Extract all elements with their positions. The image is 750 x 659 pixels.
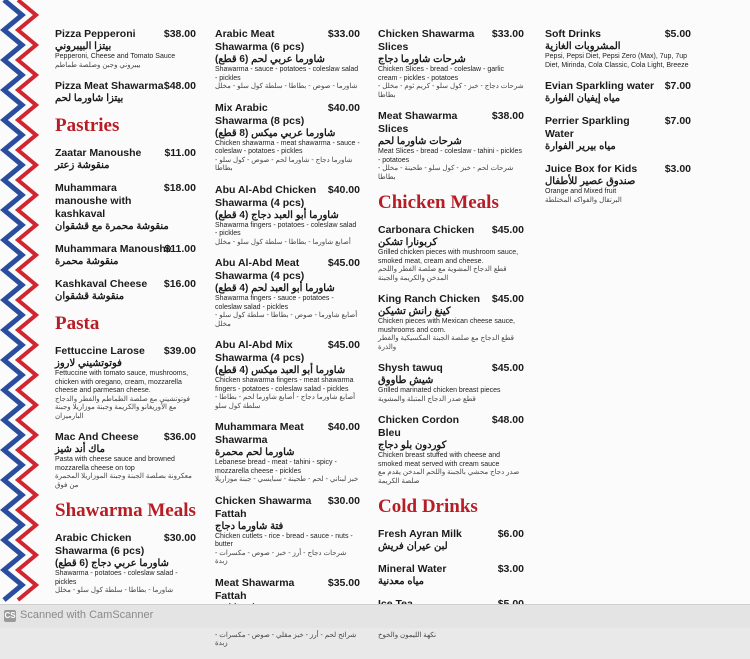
item-description: Pepsi, Pepsi Diet, Pepsi Zero (Max), 7up, 7up Diet, Mirinda, Cola Classic, Cola Light, Breeze (545, 53, 689, 69)
item-description-arabic: شاورما دجاج - شاورما لحم - صوص - كول سلو - بطاطا (215, 156, 353, 172)
item-description: Chicken pieces with Mexican cheese sauce, mushrooms and corn. (378, 318, 515, 334)
menu-column-3 (378, 28, 524, 650)
item-arabic-name: كينغ رانش تشيكن (378, 306, 451, 317)
section-title-chicken-meals: Chicken Meals (378, 192, 499, 213)
item-price: $6.00 (497, 528, 524, 540)
item-arabic-name: ماك أند شيز (55, 444, 105, 455)
menu-item (215, 339, 360, 411)
item-description-arabic: البرتقال والفواكه المختلطة (545, 196, 622, 204)
item-name: Muhammara Meat Shawarma (215, 421, 304, 446)
item-arabic-name: شاورما عربي ميكس (8 قطع) (215, 127, 336, 139)
item-price: $40.00 (327, 101, 360, 114)
item-name: Chicken Shawarma Fattah (215, 494, 312, 520)
item-arabic-name: كربونارا تشكن (378, 237, 438, 248)
item-price: $33.00 (491, 28, 524, 40)
item-price: $45.00 (491, 362, 524, 374)
item-description: Chicken cutlets - rice - bread - sauce - nuts - butter (215, 532, 353, 548)
item-description-arabic: قطع الدجاج المشوية مع صلصة الفطر واللحم المدخن والكريمة والجبنة (378, 266, 507, 282)
item-description: Pasta with cheese sauce and browned mozzarella cheese on top (55, 456, 175, 472)
item-name: Evian Sparkling water (545, 80, 655, 92)
item-price: $11.00 (164, 147, 196, 159)
item-arabic-name: لبن عيران فريش (378, 541, 448, 552)
item-arabic-name: صندوق عصير للأطفال (545, 176, 636, 187)
menu-column-1 (55, 28, 196, 606)
menu-item (55, 243, 196, 268)
menu-item (378, 110, 524, 182)
zigzag-red-line (18, 0, 36, 600)
item-price: $16.00 (163, 278, 196, 290)
menu-item (545, 115, 691, 153)
item-arabic-name: شاورما عربي دجاج (6 قطع) (55, 558, 169, 569)
menu-item (545, 28, 691, 70)
item-description-arabic: شرحات دجاج - خبز - كول سلو - كريم ثوم - مخلل - بطاطا (378, 83, 524, 99)
item-description-arabic: فوتوتشيني مع صلصة الطماطم والفطر والدجاج مع الأوريغانو والكريمة وجبنة موزاريلا وجبنة البارميزان (55, 395, 191, 420)
item-price: $30.00 (327, 494, 360, 507)
menu-item (55, 532, 196, 596)
item-description-arabic: نكهة الليمون والخوخ (378, 631, 437, 639)
menu-item (215, 28, 360, 92)
item-description: Orange and Mixed fruit (545, 188, 617, 195)
item-arabic-name: شاورما أبو العبد لحم (4 قطع) (215, 283, 335, 294)
item-price: $3.00 (664, 163, 691, 175)
item-price: $38.00 (163, 28, 196, 40)
item-arabic-name: مياه بيرير الفوارة (545, 141, 616, 152)
item-description-arabic: شرحات دجاج - أرز - خبز - صوص - مكسرات - زبدة (215, 549, 347, 565)
item-description: Pepperoni, Cheese and Tomato Sauce (55, 53, 176, 60)
item-description: Chicken Slices - bread - coleslaw - garlic cream - pickles - potatoes (378, 66, 505, 82)
item-arabic-name: كوردون بلو دجاج (378, 440, 447, 451)
item-description: Chicken shawarma fingers - meat shawarma fingers - potatoes - coleslaw salad - pickles (215, 377, 354, 393)
menu-item (55, 28, 196, 70)
item-name: Kashkaval Cheese (55, 278, 148, 290)
item-description-arabic: قطع الدجاج مع صلصة الجبنة المكسيكية والفطر والذرة (378, 335, 515, 351)
item-description: Chicken breast stuffed with cheese and smoked meat served with cream sauce (378, 452, 501, 468)
item-description-arabic: بيبروني وجبن وصلصة طماطم (55, 61, 141, 69)
item-price: $35.00 (327, 576, 360, 589)
item-price: $45.00 (491, 293, 524, 305)
item-price: $45.00 (327, 257, 360, 269)
item-name: Muhammara Manoushe (55, 243, 172, 255)
item-name: Fresh Ayran Milk (378, 528, 462, 540)
item-price: $18.00 (163, 182, 196, 194)
item-name: Arabic Chicken Shawarma (6 pcs) (55, 532, 145, 557)
item-price: $45.00 (491, 224, 524, 236)
menu-item (215, 102, 360, 174)
cs-logo-icon: CS (4, 611, 16, 620)
item-description-arabic: صدر دجاج محشي بالجبنة واللحم المدخن يقدم مع صلصة الكريمة (378, 469, 520, 485)
item-arabic-name: منقوشة محمرة (55, 256, 119, 267)
item-arabic-name: شرحات شاورما لحم (378, 136, 462, 147)
item-name: Pizza Pepperoni (55, 28, 136, 40)
item-price: $5.00 (664, 28, 691, 40)
item-price: $36.00 (163, 431, 196, 443)
item-description-arabic: شاورما - بطاطا - سلطة كول سلو - مخلل (55, 587, 174, 594)
menu-item (378, 293, 524, 352)
item-arabic-name: فوتوتشيني لاروز (55, 358, 122, 369)
menu-item (378, 528, 524, 553)
item-description: Shawarma - sauce - potatoes - coleslaw salad - pickles (215, 66, 359, 82)
menu-item (378, 414, 524, 486)
zigzag-border (0, 0, 44, 604)
item-arabic-name: بيتزا شاورما لحم (55, 93, 124, 104)
item-description-arabic: أصابع شاورما - صوص - بطاطا - سلطة كول سلو - مخلل (215, 312, 358, 328)
item-description-arabic: شرحات لحم - خبز - كول سلو - طحينة - مخلل - بطاطا (378, 165, 514, 181)
item-arabic-name: مياه معدنية (378, 576, 425, 587)
section-title-cold-drinks: Cold Drinks (378, 496, 478, 517)
item-price: $11.00 (164, 243, 196, 255)
menu-item (215, 184, 360, 248)
item-price: $40.00 (327, 183, 360, 196)
item-arabic-name: مياه إيفيان الفوارة (545, 93, 621, 104)
item-description: Shawarma - potatoes - coleslaw salad - pickles (55, 570, 178, 586)
menu-column-2 (215, 28, 360, 659)
menu-column-4 (545, 28, 691, 215)
menu-item (378, 224, 524, 283)
item-price: $39.00 (163, 345, 196, 357)
item-description-arabic: شاورما - صوص - بطاطا - سلطة كول سلو - مخلل (215, 83, 358, 90)
item-description: Grilled marinated chicken breast pieces (378, 387, 501, 394)
item-description: Shawarma fingers - sauce - potatoes - coleslaw salad - pickles (215, 295, 334, 311)
item-name: Mac And Cheese (55, 431, 139, 443)
item-name: Arabic Meat Shawarma (6 pcs) (215, 28, 305, 53)
section-title-pasta: Pasta (55, 313, 100, 334)
item-description-arabic: أصابع شاورما دجاج - أصابع شاورما لحم - بطاطا - سلطة كول سلو (215, 394, 356, 410)
item-arabic-name: فتة شاورما دجاج (215, 520, 284, 532)
item-name: Chicken Shawarma Slices (378, 28, 475, 53)
menu-item (215, 421, 360, 485)
item-description: Chicken shawarma - meat shawarma - sauce - coleslaw - potatoes - pickles (215, 139, 360, 155)
item-name: Abu Al-Abd Meat Shawarma (4 pcs) (215, 257, 305, 282)
menu-item (378, 563, 524, 588)
item-description: Meat Slices - bread - coleslaw - tahini - pickles - potatoes (378, 148, 522, 164)
item-name: Muhammara manoushe with kashkaval (55, 182, 132, 220)
item-name: King Ranch Chicken (378, 293, 481, 305)
menu-item (378, 28, 524, 100)
item-name: Perrier Sparkling Water (545, 115, 630, 140)
item-arabic-name: بيتزا البيبروني (55, 41, 112, 52)
menu-item (55, 182, 196, 233)
item-description-arabic: أصابع شاورما - بطاطا - سلطة كول سلو - مخلل (215, 238, 351, 246)
menu-item (55, 147, 196, 172)
item-name: Pizza Meat Shawarma (55, 80, 164, 92)
menu-item (55, 431, 196, 490)
menu-item (215, 257, 360, 329)
scanner-watermark-bar (0, 604, 750, 628)
menu-item (55, 80, 196, 105)
item-name: Meat Shawarma Slices (378, 110, 458, 135)
item-name: Mineral Water (378, 563, 447, 575)
item-description-arabic: شرائح لحم - أرز - خبز مقلي - صوص - مكسرات - زبدة (215, 631, 357, 647)
item-name: Zaatar Manoushe (55, 147, 142, 159)
item-name: Abu Al-Abd Mix Shawarma (4 pcs) (215, 339, 305, 364)
item-arabic-name: شيش طاووق (378, 375, 434, 386)
item-arabic-name: شاورما عربي لحم (6 قطع) (215, 54, 325, 65)
item-name: Meat Shawarma Fattah (215, 576, 295, 602)
item-name: Abu Al-Abd Chicken Shawarma (4 pcs) (215, 183, 317, 209)
item-price: $38.00 (491, 110, 524, 122)
menu-item (215, 495, 360, 567)
item-arabic-name: شرحات شاورما دجاج (378, 54, 466, 65)
item-arabic-name: شاورما لحم محمرة (215, 447, 295, 458)
menu-item (545, 163, 691, 205)
section-title-pastries: Pastries (55, 115, 120, 136)
item-name: Soft Drinks (545, 28, 602, 40)
section-title-shawarma-meals: Shawarma Meals (55, 500, 196, 521)
item-arabic-name: منقوشة قشقوان (55, 291, 125, 302)
item-name: Juice Box for Kids (545, 163, 638, 175)
item-price: $33.00 (327, 28, 360, 40)
item-description: Shawarma fingers - potatoes - coleslaw salad - pickles (215, 221, 357, 237)
item-description: Lebanese bread - meat - tahini - spicy - mozzarella cheese - pickles (215, 459, 337, 475)
item-price: $48.00 (491, 414, 524, 426)
item-description: Fettuccine with tomato sauce, mushrooms, chicken with oregano, cream, mozzarella cheese and parmesan cheese. (55, 370, 189, 394)
item-price: $30.00 (163, 532, 196, 544)
item-price: $7.00 (664, 115, 691, 127)
item-description-arabic: معكرونة بصلصة الجبنة وجبنة الموزاريلا المحمرة من فوق (55, 473, 192, 489)
item-price: $48.00 (163, 80, 196, 92)
item-name: Mix Arabic Shawarma (8 pcs) (215, 101, 305, 127)
menu-item (55, 345, 196, 421)
menu-item (545, 80, 691, 105)
item-arabic-name: المشروبات الغازية (545, 41, 621, 52)
item-arabic-name: منقوشة زعتر (55, 160, 110, 171)
item-description-arabic: قطع صدر الدجاج المتبلة والمشوية (378, 395, 476, 403)
scanner-watermark-text: Scanned with CamScanner (20, 609, 154, 621)
item-description: Grilled chicken pieces with mushroom sauce, smoked meat, cream and cheese. (378, 249, 519, 265)
item-arabic-name: شاورما أبو العبد دجاج (4 قطع) (215, 209, 339, 221)
item-name: Fettuccine Larose (55, 345, 145, 357)
item-price: $40.00 (327, 421, 360, 433)
item-price: $45.00 (327, 339, 360, 351)
item-name: Shysh tawuq (378, 362, 443, 374)
item-arabic-name: منقوشة محمرة مع قشقوان (55, 221, 169, 232)
item-description-arabic: خبز لبناني - لحم - طحينة - سبايسي - جبنة موزاريلا (215, 476, 359, 483)
menu-item (55, 278, 196, 303)
menu-item (378, 362, 524, 404)
item-arabic-name: شاورما أبو العبد ميكس (4 قطع) (215, 365, 346, 376)
item-price: $3.00 (497, 563, 524, 575)
item-name: Chicken Cordon Bleu (378, 414, 460, 439)
item-name: Carbonara Chicken (378, 224, 475, 236)
item-price: $7.00 (664, 80, 691, 92)
